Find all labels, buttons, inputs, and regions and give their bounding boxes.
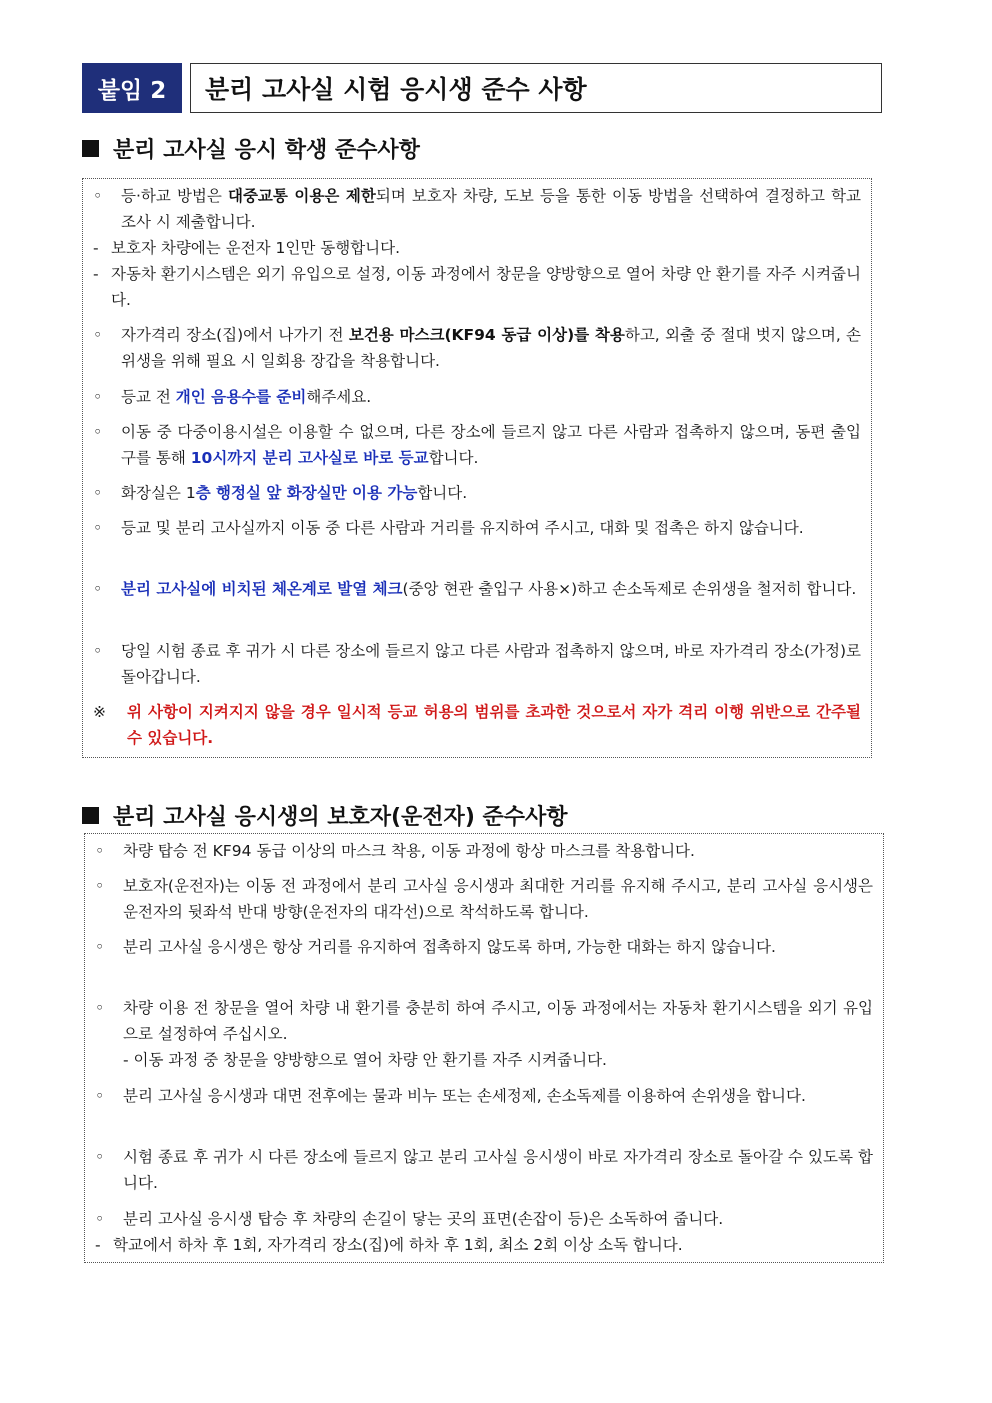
dash-marker: - — [93, 239, 99, 257]
list-item: ◦ 분리 고사실 응시생 탑승 후 차량의 손길이 닿는 곳의 표면(손잡이 등)은 소독하여 줍니다. — [95, 1206, 873, 1232]
list-item: - 자동차 환기시스템은 외기 유입으로 설정, 이동 과정에서 창문을 양방향으로 열어 차량 안 환기를 자주 시켜줍니다. — [93, 261, 861, 313]
bullet-marker: ◦ — [95, 877, 105, 895]
square-bullet-icon — [82, 807, 99, 824]
section2-heading-text: 분리 고사실 응시생의 보호자(운전자) 준수사항 — [113, 805, 568, 830]
list-item: ◦ 시험 종료 후 귀가 시 다른 장소에 들르지 않고 분리 고사실 응시생이 바로 자가격리 장소로 돌아갈 수 있도록 합니다. — [95, 1144, 873, 1196]
list-item: ◦ 이동 중 다중이용시설은 이용할 수 없으며, 다른 장소에 들르지 않고 다른 사람과 접촉하지 않으며, 동편 출입구를 통해 10시까지 분리 고사실로 바로 등교합니다. — [93, 419, 861, 471]
warning-note: ※ 위 사항이 지켜지지 않을 경우 일시적 등교 허용의 범위를 초과한 것으로서 자가 격리 이행 위반으로 간주될 수 있습니다. — [93, 699, 861, 751]
document-title-bar — [82, 63, 882, 113]
list-item: ◦ 등교 및 분리 고사실까지 이동 중 다른 사람과 거리를 유지하여 주시고, 대화 및 접촉은 하지 않습니다. — [93, 515, 861, 541]
list-item: ◦ 등·하교 방법은 대중교통 이용은 제한되며 보호자 차량, 도보 등을 통한 이동 방법을 선택하여 결정하고 학교 조사 시 제출합니다. — [93, 183, 861, 235]
attachment-badge: 붙임 2 — [82, 63, 182, 113]
section1-heading — [82, 133, 420, 164]
bullet-marker: ◦ — [93, 326, 103, 344]
list-item: - 학교에서 하차 후 1회, 자가격리 장소(집)에 하차 후 1회, 최소 2회 이상 소독 합니다. — [95, 1232, 873, 1258]
bullet-marker: ◦ — [95, 842, 105, 860]
list-item: ◦ 당일 시험 종료 후 귀가 시 다른 장소에 들르지 않고 다른 사람과 접촉하지 않으며, 바로 자가격리 장소(가정)로 돌아갑니다. — [93, 638, 861, 690]
list-item: ◦ 차량 이용 전 창문을 열어 차량 내 환기를 충분히 하여 주시고, 이동 과정에서는 자동차 환기시스템을 외기 유입으로 설정하여 주십시오. - 이동 과정 중 창문을 양방향으로 열어 차량 안 환기를 자주 시켜줍니다. — [95, 995, 873, 1073]
bullet-marker: ◦ — [93, 519, 103, 537]
list-item: ◦ 보호자(운전자)는 이동 전 과정에서 분리 고사실 응시생과 최대한 거리를 유지해 주시고, 분리 고사실 응시생은 운전자의 뒷좌석 반대 방향(운전자의 대각선)으로 착석하도록 합니다. — [95, 873, 873, 925]
list-item: ◦ 분리 고사실 응시생과 대면 전후에는 물과 비누 또는 손세정제, 손소독제를 이용하여 손위생을 합니다. — [95, 1083, 873, 1109]
list-item: ◦ 등교 전 개인 음용수를 준비해주세요. — [93, 384, 861, 410]
bullet-marker: ◦ — [93, 580, 103, 598]
sub-note: - 이동 과정 중 창문을 양방향으로 열어 차량 안 환기를 자주 시켜줍니다. — [123, 1051, 607, 1069]
dash-marker: - — [95, 1236, 101, 1254]
list-item: ◦ 차량 탑승 전 KF94 동급 이상의 마스크 착용, 이동 과정에 항상 마스크를 착용합니다. — [95, 838, 873, 864]
bullet-marker: ◦ — [95, 938, 105, 956]
bullet-marker: ◦ — [95, 1087, 105, 1105]
section2-heading — [82, 800, 568, 831]
section1-heading-text: 분리 고사실 응시 학생 준수사항 — [113, 138, 420, 163]
section2-box — [84, 833, 884, 1263]
list-item: ◦ 화장실은 1층 행정실 앞 화장실만 이용 가능합니다. — [93, 480, 861, 506]
bullet-marker: ◦ — [93, 388, 103, 406]
list-item: - 보호자 차량에는 운전자 1인만 동행합니다. — [93, 235, 861, 261]
bullet-marker: ◦ — [93, 423, 103, 441]
bullet-marker: ◦ — [93, 642, 103, 660]
bullet-marker: ◦ — [93, 484, 103, 502]
dash-marker: - — [93, 265, 99, 283]
reference-mark-icon: ※ — [93, 703, 106, 721]
bullet-marker: ◦ — [95, 999, 105, 1017]
list-item: ◦ 분리 고사실에 비치된 체온계로 발열 체크(중앙 현관 출입구 사용×)하고 손소독제로 손위생을 철저히 합니다. — [93, 576, 861, 602]
square-bullet-icon — [82, 140, 99, 157]
bullet-marker: ◦ — [95, 1148, 105, 1166]
bullet-marker: ◦ — [95, 1210, 105, 1228]
list-item: ◦ 자가격리 장소(집)에서 나가기 전 보건용 마스크(KF94 동급 이상)를 착용하고, 외출 중 절대 벗지 않으며, 손위생을 위해 필요 시 일회용 장갑을 착용합니다. — [93, 322, 861, 374]
document-title: 분리 고사실 시험 응시생 준수 사항 — [190, 63, 882, 113]
section1-box — [82, 178, 872, 758]
list-item: ◦ 분리 고사실 응시생은 항상 거리를 유지하여 접촉하지 않도록 하며, 가능한 대화는 하지 않습니다. — [95, 934, 873, 960]
bullet-marker: ◦ — [93, 187, 103, 205]
